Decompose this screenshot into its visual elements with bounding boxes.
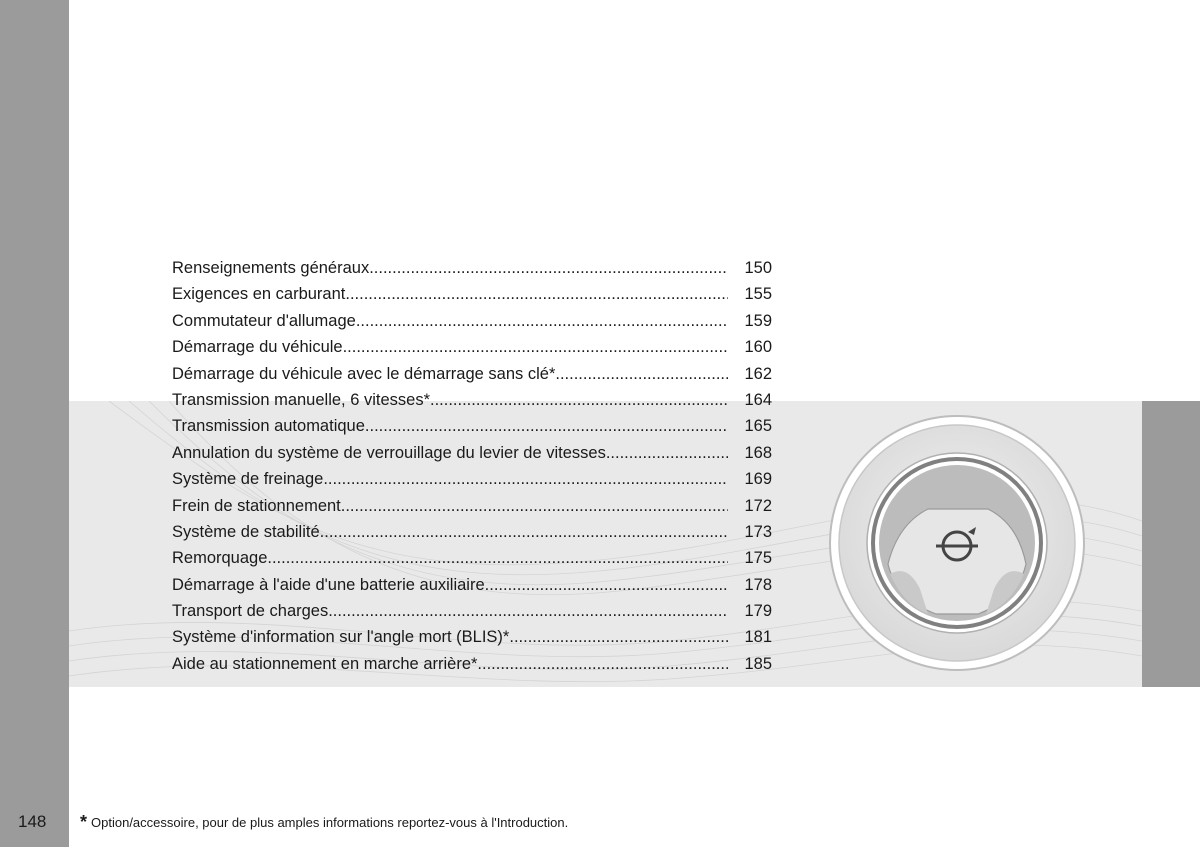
toc-leader-dots (341, 493, 728, 519)
footnote (80, 812, 568, 833)
toc-leader-dots (343, 334, 728, 360)
toc-leader-dots (477, 651, 728, 677)
table-of-contents (172, 255, 772, 677)
toc-leader-dots (430, 387, 728, 413)
footnote-text: Option/accessoire, pour de plus amples informations reportez-vous à l'Introduction. (91, 815, 569, 830)
toc-entry-page: 168 (744, 443, 772, 462)
toc-entry[interactable] (172, 334, 772, 360)
toc-entry-title: Système d'information sur l'angle mort (BLIS)* (172, 628, 510, 647)
left-side-bar (0, 0, 69, 847)
toc-leader-dots (509, 624, 728, 650)
toc-leader-dots (365, 413, 728, 439)
toc-entry-title: Système de freinage (172, 470, 324, 489)
toc-entry-page: 160 (744, 338, 772, 357)
toc-entry[interactable] (172, 413, 772, 439)
toc-entry[interactable] (172, 572, 772, 598)
toc-entry-page: 164 (744, 390, 772, 409)
toc-entry-title: Remorquage (172, 549, 268, 568)
toc-entry-title: Aide au stationnement en marche arrière* (172, 654, 478, 673)
chapter-tab (1142, 401, 1200, 687)
toc-entry-title: Annulation du système de verrouillage du levier de vitesses (172, 443, 606, 462)
toc-entry-title: Commutateur d'allumage (172, 311, 356, 330)
toc-entry[interactable] (172, 308, 772, 334)
toc-entry-title: Renseignements généraux (172, 259, 370, 277)
toc-entry[interactable] (172, 651, 772, 677)
toc-entry-title: Démarrage du véhicule avec le démarrage sans clé* (172, 364, 556, 383)
toc-entry-title: Transport de charges (172, 602, 329, 621)
toc-entry[interactable] (172, 598, 772, 624)
toc-entry-page: 162 (744, 364, 772, 383)
toc-entry[interactable] (172, 519, 772, 545)
toc-entry-page: 169 (744, 470, 772, 489)
footnote-star: * (80, 812, 88, 832)
toc-leader-dots (555, 361, 728, 387)
toc-leader-dots (320, 519, 728, 545)
toc-entry[interactable] (172, 466, 772, 492)
toc-entry[interactable] (172, 493, 772, 519)
toc-entry[interactable] (172, 440, 772, 466)
toc-entry[interactable] (172, 624, 772, 650)
toc-leader-dots (323, 466, 728, 492)
toc-leader-dots (267, 545, 728, 571)
steering-wheel-icon (828, 414, 1086, 677)
toc-entry-title: Démarrage à l'aide d'une batterie auxiliaire (172, 575, 485, 594)
toc-entry-page: 181 (744, 628, 772, 647)
toc-entry-page: 155 (744, 285, 772, 304)
toc-entry-page: 175 (744, 549, 772, 568)
toc-entry-page: 178 (744, 575, 772, 594)
toc-entry[interactable] (172, 255, 772, 281)
toc-leader-dots (369, 255, 728, 281)
toc-leader-dots (345, 281, 728, 307)
toc-entry-page: 179 (744, 602, 772, 621)
toc-entry-title: Transmission manuelle, 6 vitesses* (172, 390, 430, 409)
toc-entry-title: Frein de stationnement (172, 496, 341, 515)
toc-entry[interactable] (172, 361, 772, 387)
toc-leader-dots (485, 572, 728, 598)
toc-entry-page: 172 (744, 496, 772, 515)
toc-entry[interactable] (172, 387, 772, 413)
toc-entry-title: Transmission automatique (172, 417, 365, 436)
toc-entry[interactable] (172, 545, 772, 571)
toc-entry-page: 185 (744, 654, 772, 673)
toc-entry-title: Système de stabilité (172, 522, 320, 541)
toc-entry-page: 150 (744, 259, 772, 277)
toc-entry-title: Démarrage du véhicule (172, 338, 343, 357)
page-number: 148 (18, 812, 47, 831)
toc-entry-page: 165 (744, 417, 772, 436)
toc-entry[interactable] (172, 281, 772, 307)
toc-entry-page: 159 (744, 311, 772, 330)
toc-entry-page: 173 (744, 522, 772, 541)
toc-leader-dots (328, 598, 728, 624)
toc-entry-title: Exigences en carburant (172, 285, 346, 304)
toc-leader-dots (606, 440, 728, 466)
toc-leader-dots (356, 308, 728, 334)
